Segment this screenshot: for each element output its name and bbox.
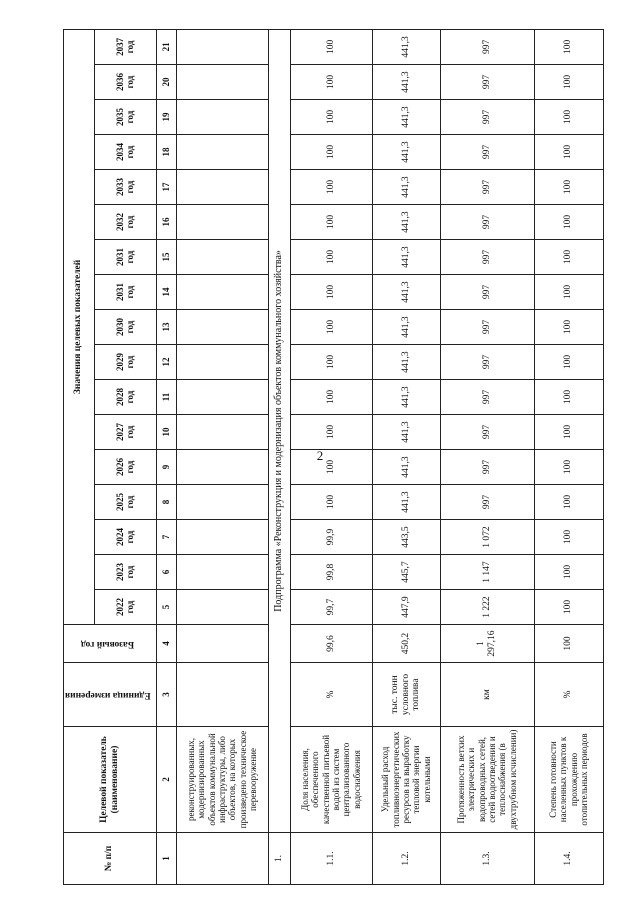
value-cell: 100 <box>534 520 603 555</box>
column-number: 10 <box>156 415 176 450</box>
value-cell: 100 <box>534 275 603 310</box>
value-cell: 100 <box>290 240 372 275</box>
value-cell: 997 <box>440 415 534 450</box>
indicator-name: Степень готовности населенных пунктов к прохождению отопительных периодов <box>534 727 603 833</box>
header-year: 2031 год <box>94 240 156 275</box>
continuation-row <box>176 29 268 884</box>
value-cell: 100 <box>290 135 372 170</box>
rotated-table-container <box>63 36 589 885</box>
value-cell: 445,7 <box>372 555 440 590</box>
value-cell: 441,3 <box>372 100 440 135</box>
value-cell: 100 <box>534 65 603 100</box>
value-cell: 100 <box>534 29 603 64</box>
value-cell: 100 <box>290 29 372 64</box>
column-number: 14 <box>156 275 176 310</box>
value-cell: 441,3 <box>372 29 440 64</box>
subprogram-num: 1. <box>268 833 290 885</box>
value-cell: 1 222 <box>440 590 534 625</box>
indicator-name: Удельный расход топливноэнергетических ресурсов на выработку тепловой энергии котельными <box>372 727 440 833</box>
value-cell: 100 <box>534 240 603 275</box>
value-cell: 100 <box>290 380 372 415</box>
value-cell: 1 072 <box>440 520 534 555</box>
row-num <box>176 833 268 885</box>
value-cell: 441,3 <box>372 65 440 100</box>
column-number: 15 <box>156 240 176 275</box>
value-cell: 100 <box>290 205 372 240</box>
value-cell: 99,8 <box>290 555 372 590</box>
value-cell: 100 <box>534 135 603 170</box>
header-group-row <box>64 29 95 884</box>
value-cell: 441,3 <box>372 345 440 380</box>
unit: % <box>290 663 372 727</box>
value-cell: 100 <box>290 275 372 310</box>
value-cell <box>176 310 268 345</box>
header-year: 2027 год <box>94 415 156 450</box>
unit <box>176 663 268 727</box>
row-num: 1.2. <box>372 833 440 885</box>
value-cell: 1 147 <box>440 555 534 590</box>
value-cell: 100 <box>290 310 372 345</box>
header-year: 2031 год <box>94 275 156 310</box>
value-cell <box>176 240 268 275</box>
row-num: 1.3. <box>440 833 534 885</box>
base-value: 99,6 <box>290 625 372 663</box>
header-year: 2034 год <box>94 135 156 170</box>
unit: км <box>440 663 534 727</box>
column-number: 6 <box>156 555 176 590</box>
column-number: 18 <box>156 135 176 170</box>
value-cell: 100 <box>534 310 603 345</box>
value-cell: 100 <box>534 450 603 485</box>
value-cell: 441,3 <box>372 275 440 310</box>
value-cell: 100 <box>290 485 372 520</box>
indicator-name: Доля населения, обеспеченного качественной питьевой водой из систем централизованного водоснабжения <box>290 727 372 833</box>
column-number: 1 <box>156 833 176 885</box>
header-base-year <box>64 625 157 663</box>
value-cell <box>176 590 268 625</box>
column-number: 13 <box>156 310 176 345</box>
header-year: 2036 год <box>94 65 156 100</box>
value-cell: 441,3 <box>372 450 440 485</box>
value-cell <box>176 135 268 170</box>
value-cell: 441,3 <box>372 240 440 275</box>
column-number: 3 <box>156 663 176 727</box>
value-cell <box>176 380 268 415</box>
row-num: 1.4. <box>534 833 603 885</box>
column-number: 5 <box>156 590 176 625</box>
subprogram-title: Подпрограмма «Реконструкция и модернизация объектов коммунального хозяйства» <box>268 29 290 832</box>
value-cell <box>176 450 268 485</box>
value-cell: 100 <box>534 555 603 590</box>
table-row <box>534 29 603 884</box>
header-year: 2033 год <box>94 170 156 205</box>
column-number: 17 <box>156 170 176 205</box>
value-cell: 997 <box>440 310 534 345</box>
value-cell: 441,3 <box>372 135 440 170</box>
value-cell: 99,7 <box>290 590 372 625</box>
value-cell: 100 <box>534 170 603 205</box>
value-cell: 100 <box>534 380 603 415</box>
value-cell: 997 <box>440 380 534 415</box>
header-year: 2024 год <box>94 520 156 555</box>
value-cell: 441,3 <box>372 380 440 415</box>
value-cell: 441,3 <box>372 485 440 520</box>
header-values-group: Значения целевых показателей <box>64 29 95 624</box>
value-cell: 100 <box>290 345 372 380</box>
row-num: 1.1. <box>290 833 372 885</box>
value-cell: 100 <box>290 415 372 450</box>
column-number: 12 <box>156 345 176 380</box>
value-cell: 997 <box>440 65 534 100</box>
value-cell: 441,3 <box>372 170 440 205</box>
base-value <box>176 625 268 663</box>
unit: % <box>534 663 603 727</box>
table-row <box>290 29 372 884</box>
value-cell: 997 <box>440 275 534 310</box>
unit: тыс. тонн условного топлива <box>372 663 440 727</box>
value-cell <box>176 100 268 135</box>
header-year: 2032 год <box>94 205 156 240</box>
column-number: 8 <box>156 485 176 520</box>
column-number: 21 <box>156 29 176 64</box>
value-cell: 997 <box>440 240 534 275</box>
value-cell: 100 <box>290 450 372 485</box>
header-year: 2035 год <box>94 100 156 135</box>
value-cell: 100 <box>290 100 372 135</box>
value-cell <box>176 345 268 380</box>
value-cell: 100 <box>534 345 603 380</box>
value-cell: 443,5 <box>372 520 440 555</box>
value-cell <box>176 555 268 590</box>
header-year: 2022 год <box>94 590 156 625</box>
value-cell: 100 <box>290 65 372 100</box>
value-cell: 99,9 <box>290 520 372 555</box>
table-row <box>372 29 440 884</box>
header-year: 2030 год <box>94 310 156 345</box>
table-row <box>440 29 534 884</box>
value-cell: 997 <box>440 205 534 240</box>
column-number: 9 <box>156 450 176 485</box>
value-cell <box>176 415 268 450</box>
column-number: 2 <box>156 727 176 833</box>
base-value: 1 297,16 <box>440 625 534 663</box>
value-cell: 441,3 <box>372 310 440 345</box>
value-cell <box>176 520 268 555</box>
value-cell: 100 <box>534 100 603 135</box>
value-cell: 997 <box>440 345 534 380</box>
header-year: 2023 год <box>94 555 156 590</box>
header-year: 2028 год <box>94 380 156 415</box>
column-number: 19 <box>156 100 176 135</box>
base-value: 100 <box>534 625 603 663</box>
value-cell: 100 <box>534 205 603 240</box>
value-cell <box>176 170 268 205</box>
indicators-table <box>63 29 604 885</box>
value-cell <box>176 485 268 520</box>
indicator-name: реконструированных, модернизированных объектов коммунальной инфраструктуры, либо объектов, на которых произведено техническое перевооружение <box>176 727 268 833</box>
value-cell <box>176 65 268 100</box>
value-cell: 100 <box>534 590 603 625</box>
column-number: 4 <box>156 625 176 663</box>
header-base-year-text: Базовый год <box>81 638 135 649</box>
subprogram-row <box>268 29 290 884</box>
value-cell: 997 <box>440 100 534 135</box>
column-number: 7 <box>156 520 176 555</box>
base-value: 450,2 <box>372 625 440 663</box>
value-cell: 997 <box>440 170 534 205</box>
header-unit-text: Единица измерения <box>65 689 151 700</box>
value-cell: 997 <box>440 485 534 520</box>
value-cell <box>176 29 268 64</box>
value-cell <box>176 275 268 310</box>
column-number: 20 <box>156 65 176 100</box>
value-cell: 441,3 <box>372 415 440 450</box>
value-cell: 447,9 <box>372 590 440 625</box>
value-cell: 997 <box>440 29 534 64</box>
page-number: 2 <box>316 448 324 463</box>
value-cell: 997 <box>440 450 534 485</box>
value-cell: 100 <box>534 485 603 520</box>
header-unit <box>64 663 157 727</box>
header-indicator: Целевой показатель (наименование) <box>64 727 157 833</box>
value-cell: 100 <box>290 170 372 205</box>
header-year: 2029 год <box>94 345 156 380</box>
header-num: № п/п <box>64 833 157 885</box>
column-number: 11 <box>156 380 176 415</box>
header-year: 2037 год <box>94 29 156 64</box>
value-cell: 441,3 <box>372 205 440 240</box>
value-cell <box>176 205 268 240</box>
column-number: 16 <box>156 205 176 240</box>
column-numbers-row <box>156 29 176 884</box>
value-cell: 100 <box>534 415 603 450</box>
header-year: 2025 год <box>94 485 156 520</box>
value-cell: 997 <box>440 135 534 170</box>
indicator-name: Протяженность ветхих электрических и водопроводных сетей, сетей водоотведения и теплоснабжения (в двухтрубном исчислении) <box>440 727 534 833</box>
header-year: 2026 год <box>94 450 156 485</box>
